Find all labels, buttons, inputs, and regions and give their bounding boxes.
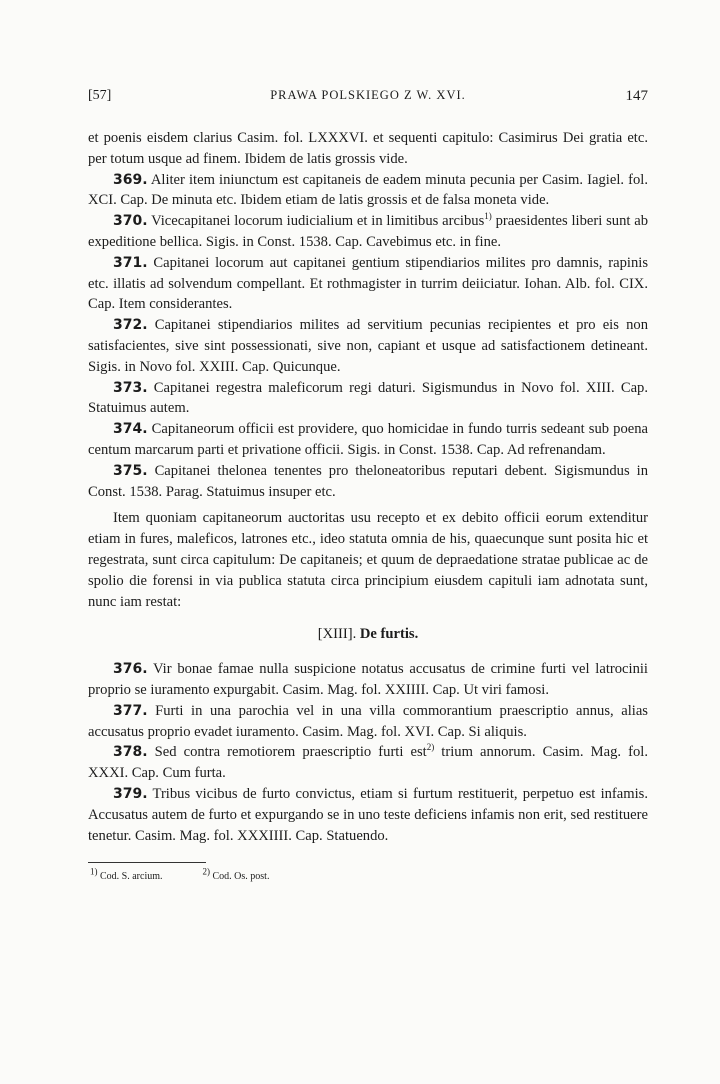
article-text: Tribus vicibus de furto convictus, etiam si furtum restituerit, perpetuo est infamis. Accusatus autem de furto et expurgando se in uno teste deficiens infamis non erit, sed restituere tenetur. Casim. Mag. fol. XXXIIII. Cap. Statuendo. — [88, 785, 648, 844]
footnote-1: $^{1)}$ Cod. S. arcium. — [90, 866, 163, 883]
article-text: Sed contra remotiorem praescriptio furti est — [147, 744, 427, 761]
footnote-ref: 1) — [484, 211, 492, 222]
article-377 — [88, 701, 648, 743]
footnote-divider — [88, 862, 206, 863]
article-372 — [88, 315, 648, 377]
article-375 — [88, 461, 648, 503]
paragraph-item: Item quoniam capitaneorum auctoritas usu recepto et ex debito officii eorum extenditur etiam in fures, maleficos, latrones etc., ideo statuta omnia de his, quaecunque sunt posita hic et regestrata, sunt circa capitulum: De capitaneis; et quum de depraedatione stratae publicae ac de spolio die forensi in via publica statuta circa principium eiusdem capituli iam adnotata sunt, nunc iam restat: — [88, 510, 648, 610]
page-number: 147 — [625, 88, 648, 104]
article-text: Capitanei thelonea tenentes pro theloneatoribus reputari debent. Sigismundus in Const. 1538. Parag. Statuimus insuper etc. — [88, 462, 648, 500]
article-text: Vir bonae famae nulla suspicione notatus accusatus de crimine furti vel latrocinii proprio se iuramento expurgabit. Casim. Mag. fol. XXIIII. Cap. Ut viri famosi. — [88, 661, 648, 698]
article-text: Aliter item iniunctum est capitaneis de eadem minuta pecunia per Casim. Iagiel. fol. XCI. Cap. De minuta etc. Ibidem etiam de latis grossis et de falsa moneta vide. — [88, 171, 648, 209]
article-text: Capitaneorum officii est providere, quo homicidae in fundo turris sedeant sub poena centum marcarum parti et privatione officii. Sigis. in Const. 1538. Cap. Ad refrenandam. — [88, 421, 648, 458]
article-number: 369. — [113, 171, 148, 188]
article-369 — [88, 170, 648, 212]
page — [88, 88, 648, 882]
article-number: 373. — [113, 379, 148, 396]
page-reference: [57] — [88, 88, 112, 103]
section-title: De furtis. — [359, 626, 419, 643]
article-text: Vicecapitanei locorum iudicialium et in limitibus arcibus — [147, 213, 485, 230]
article-text: Furti in una parochia vel in una villa commorantium praescriptio annus, alias accusatus proprio evadet iuramento. Casim. Mag. fol. XVI. Cap. Si aliquis. — [88, 702, 648, 740]
article-376 — [88, 659, 648, 701]
article-number: 371. — [113, 254, 148, 271]
article-number: 379. — [113, 785, 148, 802]
article-379 — [88, 784, 648, 846]
article-number: 372. — [113, 317, 148, 334]
running-header — [88, 88, 648, 114]
article-number: 377. — [113, 702, 148, 719]
article-text: Capitanei stipendiarios milites ad servitium pecunias recipientes et pro eis non satisfacientes, sive sint possessionati, sive non, capiant et usque ad satisfactionem detineant. Sigis. in Novo fol. XXIII. Cap. Quicunque. — [88, 317, 648, 375]
article-text: Capitanei locorum aut capitanei gentium stipendiarios milites pro damnis, rapinis etc. illatis ad solvendum compellant. Et rothmagister in turrim deiiciatur. Iohan. Alb. fol. CIX. Cap. Item considerantes. — [88, 254, 648, 313]
paragraph-continuation: et poenis eisdem clarius Casim. fol. LXXXVI. et sequenti capitulo: Casimirus Dei gratia etc. per totum usque ad finem. Ibidem de latis grossis vide. — [88, 130, 648, 167]
article-number: 375. — [113, 462, 148, 479]
article-number: 374. — [113, 421, 148, 438]
article-370 — [88, 211, 648, 253]
article-number: 376. — [113, 661, 148, 678]
section-heading — [88, 624, 648, 645]
article-371 — [88, 253, 648, 315]
footnote-2: $^{2)}$ Cod. Os. post. — [202, 866, 270, 883]
article-number: 378. — [113, 744, 148, 761]
article-number: 370. — [113, 213, 148, 230]
article-text: trium annorum. Casim. Mag. fol. XXXI. Cap. Cum furta. — [88, 744, 648, 782]
running-title: PRAWA POLSKIEGO Z W. XVI. — [270, 88, 466, 102]
page-body — [88, 128, 648, 846]
article-378 — [88, 742, 648, 784]
footnote-ref: 2) — [426, 742, 435, 753]
footnotes — [88, 866, 648, 883]
article-374 — [88, 419, 648, 461]
article-373 — [88, 378, 648, 420]
article-text: Capitanei regestra maleficorum regi daturi. Sigismundus in Novo fol. XIII. Cap. Statuimus autem. — [88, 379, 648, 417]
section-number: [XIII]. — [317, 626, 357, 643]
article-text: praesidentes liberi sunt ab expeditione bellica. Sigis. in Const. 1538. Cap. Cavebimus etc. in fine. — [88, 213, 648, 250]
